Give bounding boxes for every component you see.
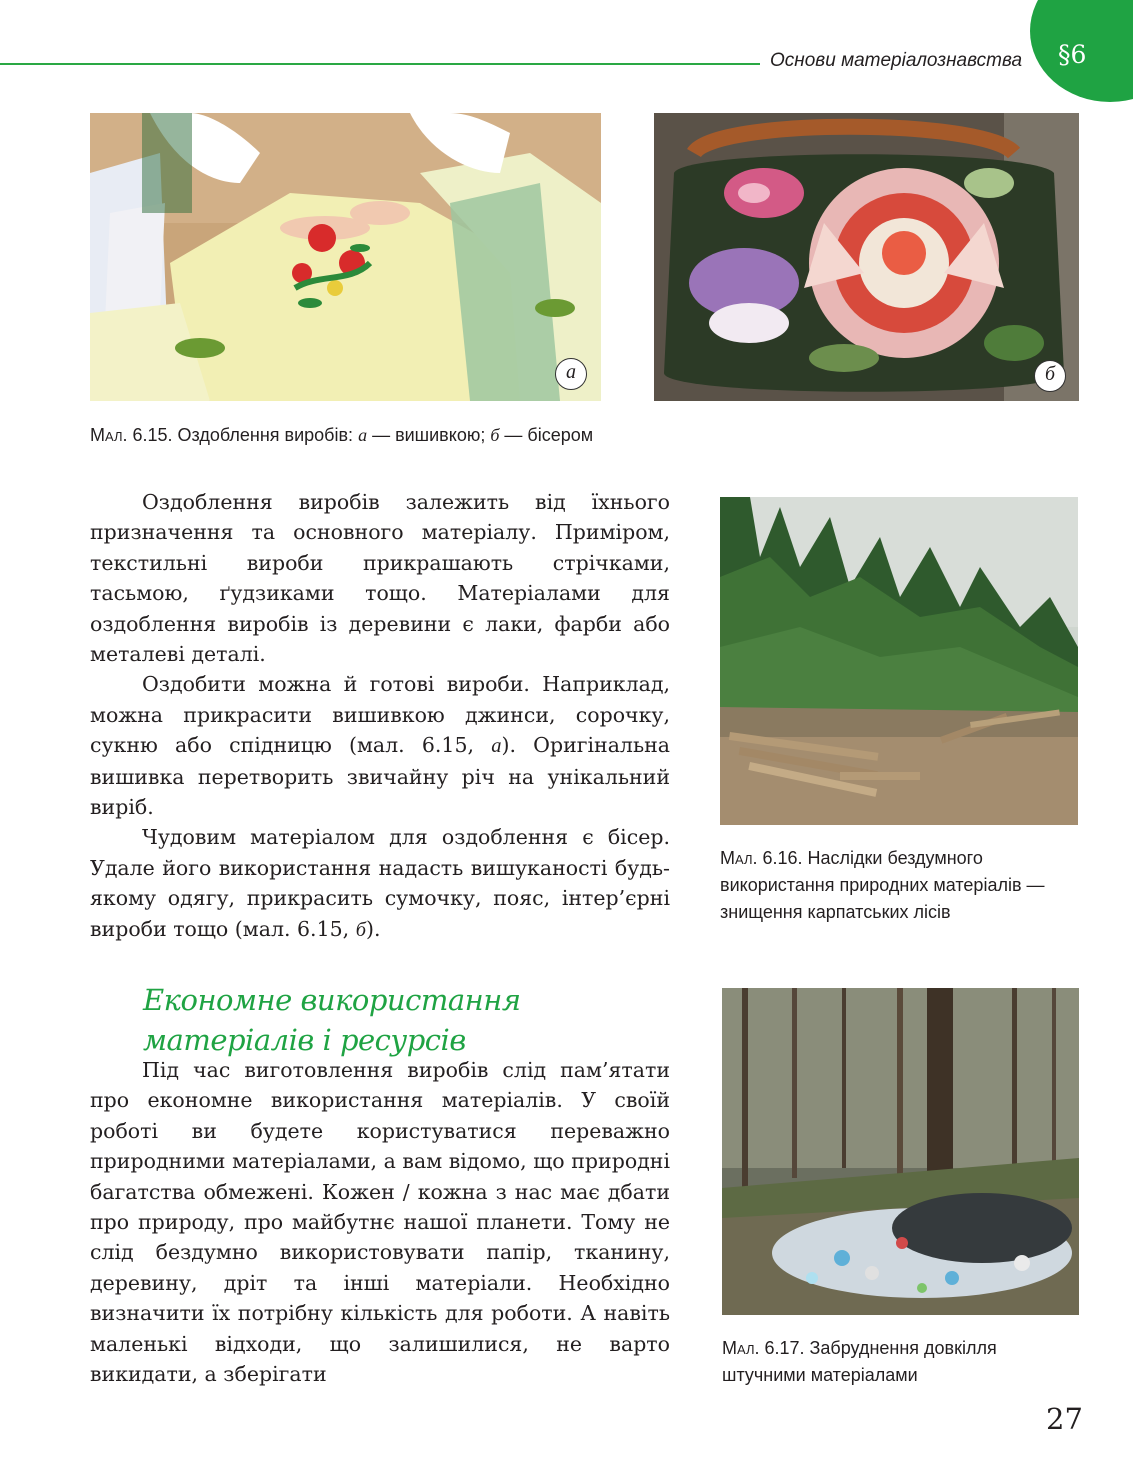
paragraph-2 — [90, 669, 670, 822]
heading-line-1: Економне використання — [143, 983, 521, 1017]
caption-text-b: — бісером — [499, 425, 594, 445]
header-rule — [0, 63, 760, 65]
figure-6-15-caption — [90, 422, 790, 449]
paragraph-2-end: ). Оригінальна вишивка перетворить звичайну річ на унікальний виріб. — [90, 733, 671, 820]
paragraph-1: Оздоблення виробів залежить від їхнього призначення та основного матеріалу. Приміром, текстильні вироби прикрашають стрічками, тасьмою, ґудзиками тощо. Матеріалами для оздоблення виробів із деревини є лаки, фарби або металеві деталі. — [90, 490, 670, 667]
paragraph-3-text: Чудовим матеріалом для оздоблення є бісер. Удале його використання надасть вишуканості будь-якому одягу, прикрасить сумочку, пояс, інтер’єрні вироби тощо (мал. 6.15, — [90, 825, 670, 941]
caption-text-a: — вишивкою; — [367, 425, 491, 445]
pollution-photo — [722, 988, 1079, 1315]
caption-number: Мал. 6.16. — [720, 848, 803, 868]
figure-6-16-caption — [720, 845, 1085, 926]
running-header: Основи матеріалознавства — [770, 50, 1023, 71]
caption-text: Забруднення довкілля штучними матеріалами — [722, 1338, 997, 1385]
deforestation-photo — [720, 497, 1078, 825]
body-text-block-1 — [90, 487, 670, 945]
figure-label-a: а — [555, 358, 587, 390]
beaded-purse-photo — [654, 113, 1079, 401]
paragraph-3-end: ). — [366, 916, 381, 941]
section-number: §6 — [1058, 40, 1087, 69]
caption-ref-a: а — [358, 425, 368, 445]
section-badge — [1030, 0, 1133, 102]
heading-line-2: матеріалів і ресурсів — [143, 1023, 466, 1057]
paragraph-3 — [90, 822, 670, 945]
page-number: 27 — [1046, 1402, 1083, 1436]
paragraph-4: Під час виготовлення виробів слід пам’ятати про економне використання матеріалів. У своїй роботі ви будете користуватися переважно природними матеріалами, а вам відомо, що природні багатства обмежені. Кожен / кожна з нас має дбати про природу, про майбутнє нашої планети. Тому не слід бездумно використовувати папір, тканину, деревину, дріт та інші матеріали. Необхідно визначити їх потрібну кількість для роботи. А навіть маленькі відходи, що залишилися, не варто викидати, а зберігати — [90, 1058, 670, 1387]
section-heading — [143, 980, 683, 1060]
caption-text: Оздоблення виробів: — [172, 425, 359, 445]
paragraph-3-ref: б — [355, 918, 367, 941]
paragraph-2-text: Оздобити можна й готові вироби. Наприклад, можна прикрасити вишивкою джинси, сорочку, сукню або спідницю (мал. 6.15, — [90, 672, 670, 758]
embroidery-photo — [90, 113, 601, 401]
body-text-block-2 — [90, 1055, 670, 1389]
caption-number: Мал. 6.15. — [90, 425, 173, 445]
caption-text: Наслідки бездумного використання природних матеріалів — знищення карпатських лісів — [720, 848, 1045, 922]
figure-6-17-caption — [722, 1335, 1062, 1389]
paragraph-2-ref: а — [491, 735, 502, 758]
figure-label-b: б — [1034, 360, 1066, 392]
caption-ref-b: б — [490, 425, 500, 445]
caption-number: Мал. 6.17. — [722, 1338, 805, 1358]
